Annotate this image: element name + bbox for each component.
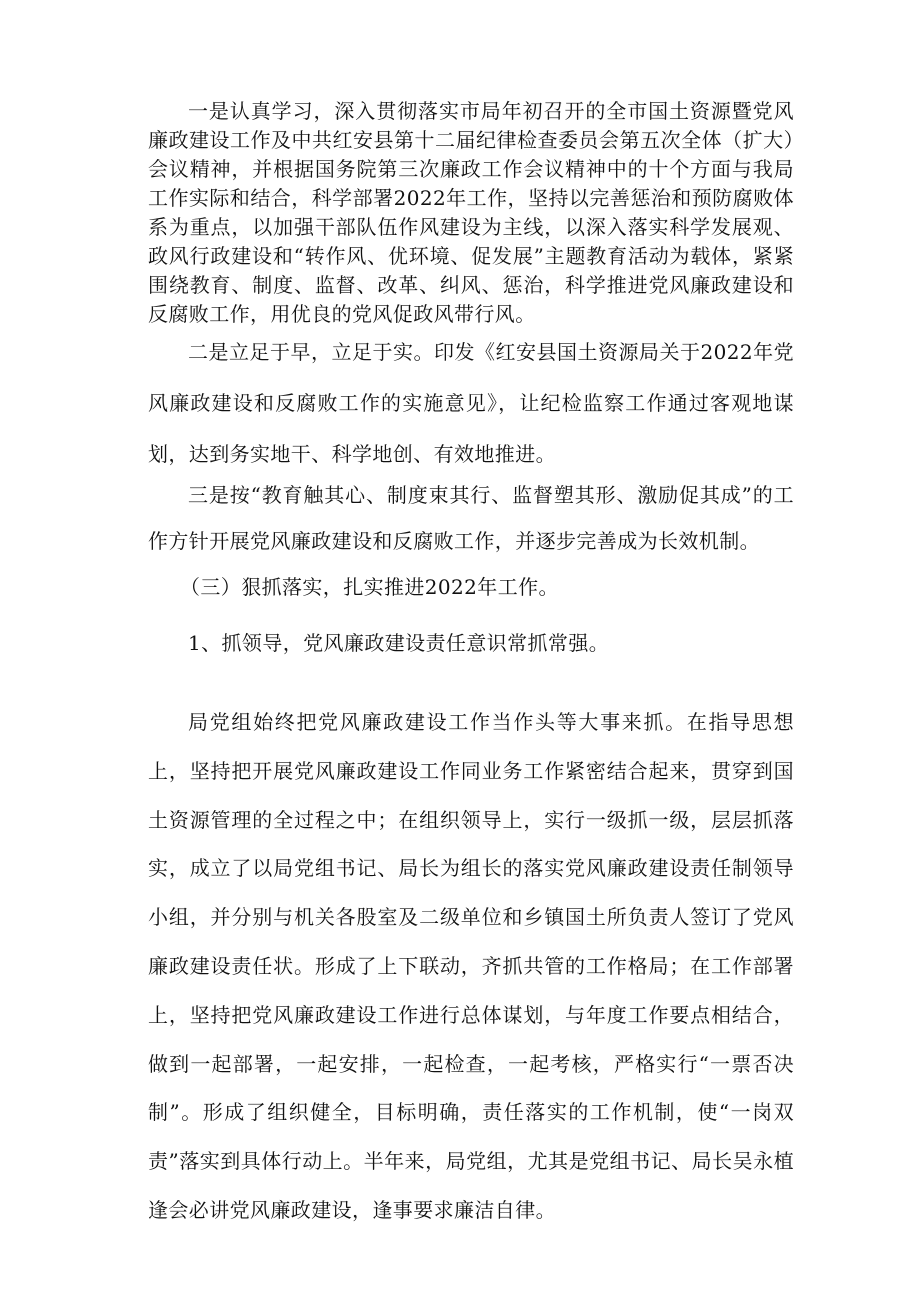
subsection-heading: 1、抓领导，党风廉政建设责任意识常抓常强。 bbox=[188, 631, 610, 655]
paragraph-leadership: 局党组始终把党风廉政建设工作当作头等大事来抓。在指导思想上，坚持把开展党风廉政建设工作同业务工作紧密结合起来，贯穿到国土资源管理的全过程之中；在组织领导上，实行一级抓一级，层层抓落实，成立了以局党组书记、局长为组长的落实党风廉政建设责任制领导小组，并分别与机关各股室及二级单位和乡镇国土所负责人签订了党风廉政建设责任状。形成了上下联动，齐抓共管的工作格局；在工作部署上，坚持把党风廉政建设工作进行总体谋划，与年度工作要点相结合，做到一起部署，一起安排，一起检查，一起考核，严格实行“一票否决制”。形成了组织健全，目标明确，责任落实的工作机制，使“一岗双责”落实到具体行动上。半年来，局党组，尤其是党组书记、局长吴永植逢会必讲党风廉政建设，逢事要求廉洁自律。 bbox=[148, 710, 794, 1222]
paragraph-work-policy: 三是按“教育触其心、制度束其行、监督塑其形、激励促其成”的工作方针开展党风廉政建设和反腐败工作，并逐步完善成为长效机制。 bbox=[148, 483, 794, 553]
paragraph-study: 一是认真学习，深入贯彻落实市局年初召开的全市国土资源暨党风廉政建设工作及中共红安县第十二届纪律检查委员会第五次全体（扩大）会议精神，并根据国务院第三次廉政工作会议精神中的十个方面与我局工作实际和结合，科学部署2022年工作，坚持以完善惩治和预防腐败体系为重点，以加强干部队伍作风建设为主线，以深入落实科学发展观、政风行政建设和“转作风、优环境、促发展”主题教育活动为载体，紧紧围绕教育、制度、监督、改革、纠风、惩治，科学推进党风廉政建设和反腐败工作，用优良的党风促政风带行风。 bbox=[148, 99, 794, 326]
section-heading: （三）狠抓落实，扎实推进2022年工作。 bbox=[180, 575, 559, 599]
paragraph-early-practical: 二是立足于早，立足于实。印发《红安县国土资源局关于2022年党风廉政建设和反腐败工作的实施意见》，让纪检监察工作通过客观地谋划，达到务实地干、科学地创、有效地推进。 bbox=[148, 340, 794, 466]
